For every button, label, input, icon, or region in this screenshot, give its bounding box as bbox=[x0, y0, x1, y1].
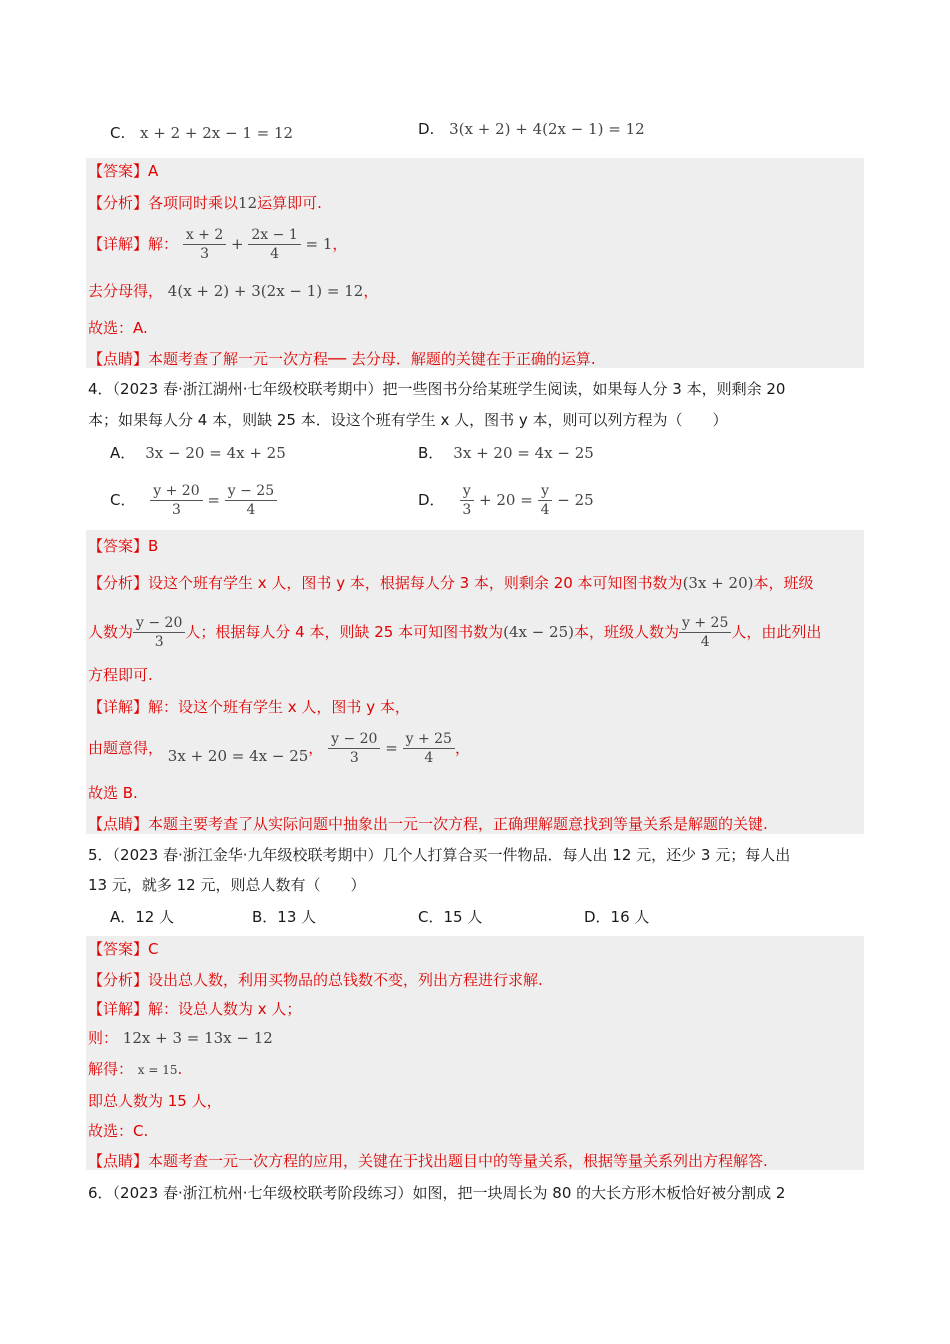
question-source: （2023 春·浙江金华·九年级校联考期中） bbox=[112, 846, 383, 864]
question-source: （2023 春·浙江杭州·七年级校联考阶段练习） bbox=[112, 1184, 413, 1202]
q4-analysis-line-2 bbox=[88, 610, 821, 654]
analysis-text: 人数为 bbox=[88, 623, 134, 641]
q5-conclusion: 故选：C. bbox=[88, 1122, 149, 1140]
analysis-text: 设出总人数，利用买物品的总钱数不变，列出方程进行求解. bbox=[148, 971, 543, 989]
step-expression: 4(x + 2) + 3(2x − 1) = 12 bbox=[167, 282, 364, 300]
numerator: y + 25 bbox=[403, 730, 455, 749]
numerator: x + 2 bbox=[183, 226, 226, 245]
denominator: 4 bbox=[270, 246, 280, 262]
numerator: y + 20 bbox=[150, 482, 202, 501]
denominator: 3 bbox=[349, 750, 359, 766]
detail-tag: 【详解】 bbox=[88, 1000, 149, 1018]
denominator: 4 bbox=[246, 502, 256, 518]
question-number: 4． bbox=[88, 380, 113, 398]
option-label: A． bbox=[110, 444, 136, 462]
comment-tag: 【点睛】 bbox=[88, 815, 149, 833]
numerator: y − 20 bbox=[328, 730, 380, 749]
question-text: 把一些图书分给某班学生阅读，如果每人分 3 本，则剩余 20 bbox=[382, 380, 786, 398]
analysis-expression: (4x − 25) bbox=[503, 623, 574, 641]
question-text: 如图，把一块周长为 80 的大长方形木板恰好被分割成 2 bbox=[412, 1184, 786, 1202]
denominator: 3 bbox=[171, 502, 181, 518]
question-number: 6． bbox=[88, 1184, 113, 1202]
q5-comment bbox=[88, 1150, 768, 1172]
analysis-text: 人；根据每人分 4 本，则缺 25 本可知图书数为 bbox=[185, 623, 504, 641]
option-expression: x + 2 + 2x − 1 = 12 bbox=[140, 124, 294, 142]
q4-analysis-line-1 bbox=[88, 572, 813, 594]
q5-stem-line-1 bbox=[88, 844, 790, 866]
analysis-text: 运算即可. bbox=[257, 194, 322, 212]
step-label: 解得： bbox=[88, 1060, 134, 1078]
fraction bbox=[538, 482, 553, 519]
analysis-tag: 【分析】 bbox=[88, 194, 149, 212]
detail-text: 解：设这个班有学生 x 人，图书 y 本， bbox=[148, 698, 410, 716]
question-source: （2023 春·浙江湖州·七年级校联考期中） bbox=[112, 380, 383, 398]
q5-then bbox=[88, 1027, 273, 1049]
q3-answer bbox=[88, 160, 158, 182]
q4-option-b bbox=[418, 442, 594, 464]
q4-option-c bbox=[110, 478, 277, 522]
denominator: 4 bbox=[540, 502, 550, 518]
step-label: 则： bbox=[88, 1029, 119, 1047]
analysis-text: 人，由此列出 bbox=[731, 623, 822, 641]
analysis-text: 本，班级 bbox=[753, 574, 814, 592]
option-expression: + 20 = bbox=[479, 491, 533, 509]
fraction bbox=[403, 730, 455, 767]
analysis-expression: (3x + 20) bbox=[682, 574, 754, 592]
q4-stem-line-1 bbox=[88, 378, 785, 400]
equation-rhs: = 1 bbox=[305, 235, 333, 253]
q5-detail bbox=[88, 998, 301, 1020]
fraction bbox=[150, 482, 202, 519]
answer-tag: 【答案】 bbox=[88, 940, 149, 958]
q4-stem-line-2: 本；如果每人分 4 本，则缺 25 本．设这个班有学生 x 人，图书 y 本，则可以列方程为（ ） bbox=[88, 411, 728, 429]
option-expression: 3x − 20 = 4x + 25 bbox=[145, 444, 286, 462]
answer-value: C bbox=[148, 940, 159, 958]
punctuation: ， bbox=[308, 739, 324, 757]
option-label: C． bbox=[110, 491, 136, 509]
step-label: 由题意得， bbox=[88, 739, 164, 757]
question-text: 几个人打算合买一件物品．每人出 12 元，还少 3 元；每人出 bbox=[382, 846, 791, 864]
q5-option-c: C．15 人 bbox=[418, 908, 483, 926]
question-number: 5． bbox=[88, 846, 113, 864]
detail-prefix: 解： bbox=[148, 235, 179, 253]
analysis-tag: 【分析】 bbox=[88, 574, 149, 592]
detail-tag: 【详解】 bbox=[88, 235, 149, 253]
q5-option-a: A．12 人 bbox=[110, 908, 175, 926]
option-label: C. bbox=[110, 124, 126, 142]
q4-analysis-line-3: 方程即可. bbox=[88, 666, 153, 684]
q4-conclusion: 故选 B. bbox=[88, 784, 138, 802]
q3-comment bbox=[88, 348, 596, 370]
denominator: 4 bbox=[424, 750, 434, 766]
q3-detail bbox=[88, 222, 347, 266]
denominator: 3 bbox=[200, 246, 209, 262]
comment-tag: 【点睛】 bbox=[88, 350, 149, 368]
q3-option-c bbox=[110, 122, 293, 144]
fraction bbox=[225, 482, 277, 519]
answer-tag: 【答案】 bbox=[88, 162, 149, 180]
option-label: B． bbox=[418, 444, 444, 462]
punctuation: . bbox=[177, 1060, 183, 1078]
step-label: 去分母得， bbox=[88, 282, 164, 300]
q5-solve bbox=[88, 1058, 182, 1081]
numerator: y − 25 bbox=[225, 482, 277, 501]
q3-step bbox=[88, 280, 378, 302]
step-expression: x = 15 bbox=[137, 1063, 178, 1077]
option-label: D. bbox=[418, 120, 435, 138]
q4-detail bbox=[88, 696, 410, 718]
fraction bbox=[679, 614, 731, 651]
q4-option-a bbox=[110, 442, 286, 464]
option-expression: 3(x + 2) + 4(2x − 1) = 12 bbox=[449, 120, 645, 138]
fraction bbox=[248, 226, 300, 263]
punctuation: ， bbox=[332, 235, 348, 253]
option-expression: − 25 bbox=[557, 491, 594, 509]
q3-conclusion: 故选：A. bbox=[88, 319, 148, 337]
equals-sign: = bbox=[385, 739, 398, 757]
fraction bbox=[328, 730, 380, 767]
analysis-text: 各项同时乘以 bbox=[148, 194, 239, 212]
numerator: y + 25 bbox=[679, 614, 731, 633]
punctuation: ， bbox=[454, 739, 470, 757]
option-label: D． bbox=[418, 491, 445, 509]
analysis-number: 12 bbox=[238, 194, 258, 212]
q5-result: 即总人数为 15 人， bbox=[88, 1092, 222, 1110]
step-expression: 3x + 20 = 4x − 25 bbox=[167, 747, 309, 765]
q4-comment bbox=[88, 813, 768, 835]
analysis-text: 设这个班有学生 x 人，图书 y 本，根据每人分 3 本，则剩余 20 本可知图书数为 bbox=[148, 574, 683, 592]
analysis-text: 本，班级人数为 bbox=[574, 623, 680, 641]
comment-text: 本题考查了解一元一次方程── 去分母．解题的关键在于正确的运算. bbox=[148, 350, 596, 368]
q3-option-d bbox=[418, 118, 645, 140]
q4-answer bbox=[88, 535, 158, 557]
detail-text: 解：设总人数为 x 人； bbox=[148, 1000, 302, 1018]
fraction bbox=[459, 482, 474, 519]
comment-text: 本题主要考查了从实际问题中抽象出一元一次方程，正确理解题意找到等量关系是解题的关键. bbox=[148, 815, 768, 833]
denominator: 3 bbox=[462, 502, 472, 518]
q3-analysis bbox=[88, 192, 322, 214]
numerator: y bbox=[460, 482, 474, 501]
denominator: 4 bbox=[700, 634, 710, 650]
analysis-tag: 【分析】 bbox=[88, 971, 149, 989]
q5-option-d: D．16 人 bbox=[584, 908, 650, 926]
answer-value: A bbox=[148, 162, 159, 180]
q5-answer bbox=[88, 938, 159, 960]
answer-value: B bbox=[148, 537, 159, 555]
answer-tag: 【答案】 bbox=[88, 537, 149, 555]
denominator: 3 bbox=[154, 634, 164, 650]
detail-tag: 【详解】 bbox=[88, 698, 149, 716]
comment-text: 本题考查一元一次方程的应用，关键在于找出题目中的等量关系，根据等量关系列出方程解答. bbox=[148, 1152, 768, 1170]
q4-option-d bbox=[418, 478, 594, 522]
numerator: 2x − 1 bbox=[248, 226, 300, 245]
q5-analysis bbox=[88, 969, 543, 991]
equals-sign: = bbox=[207, 491, 220, 509]
punctuation: ， bbox=[363, 282, 379, 300]
q5-option-b: B．13 人 bbox=[252, 908, 317, 926]
option-expression: 3x + 20 = 4x − 25 bbox=[453, 444, 594, 462]
step-expression: 12x + 3 = 13x − 12 bbox=[122, 1029, 273, 1047]
q4-step bbox=[88, 726, 470, 778]
numerator: y − 20 bbox=[133, 614, 185, 633]
fraction bbox=[183, 226, 226, 263]
comment-tag: 【点睛】 bbox=[88, 1152, 149, 1170]
numerator: y bbox=[538, 482, 552, 501]
plus-sign: + bbox=[231, 235, 244, 253]
q5-stem-line-2: 13 元，就多 12 元，则总人数有（ ） bbox=[88, 876, 366, 894]
fraction bbox=[133, 614, 185, 651]
q6-stem-line-1 bbox=[88, 1182, 785, 1204]
